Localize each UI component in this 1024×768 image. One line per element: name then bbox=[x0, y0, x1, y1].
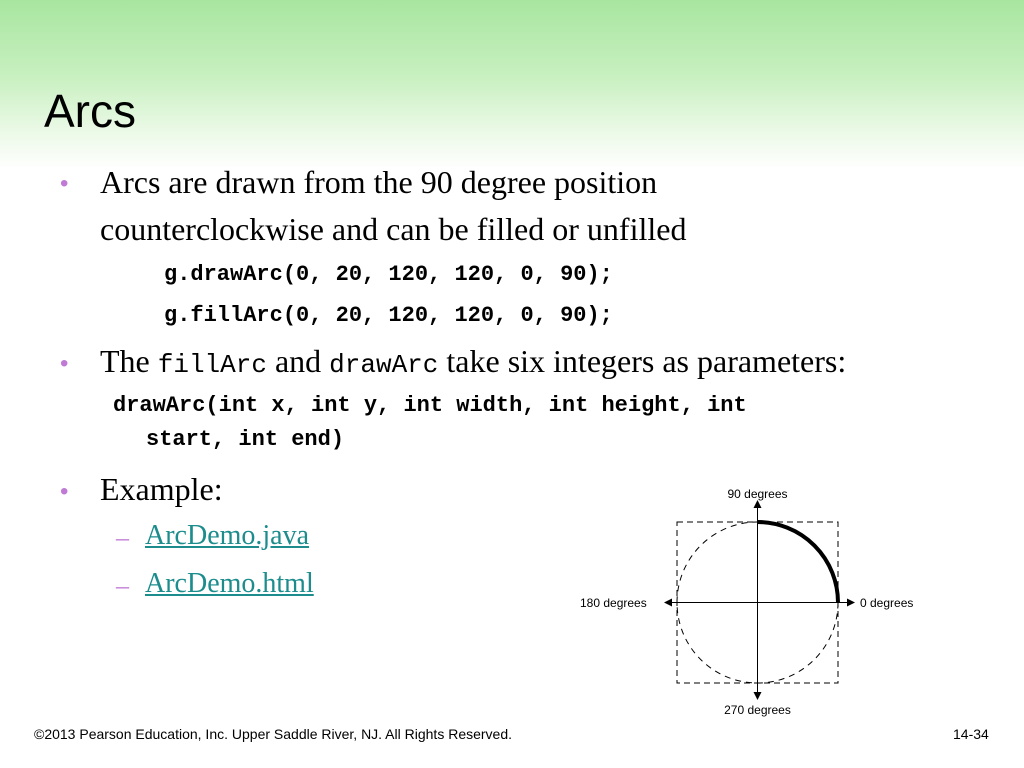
bullet-marker: • bbox=[60, 350, 69, 377]
link-arcdemo-html[interactable]: ArcDemo.html bbox=[145, 568, 314, 599]
inline-code-fillarc: fillArc bbox=[157, 350, 267, 380]
bullet-marker: • bbox=[60, 478, 69, 505]
bullet2-suffix: take six integers as parameters: bbox=[446, 343, 847, 379]
code-fillarc-example: g.fillArc(0, 20, 120, 120, 0, 90); bbox=[164, 303, 613, 328]
label-0-degrees: 0 degrees bbox=[860, 596, 914, 610]
page-number: 14-34 bbox=[953, 726, 989, 742]
copyright-footer: ©2013 Pearson Education, Inc. Upper Saddle River, NJ. All Rights Reserved. bbox=[34, 726, 513, 742]
signature-line1: drawArc(int x, int y, int width, int height, int bbox=[113, 393, 747, 418]
bullet-marker: • bbox=[60, 170, 69, 197]
label-180-degrees: 180 degrees bbox=[580, 596, 647, 610]
slide-title: Arcs bbox=[44, 85, 136, 137]
bullet3-label: Example: bbox=[100, 471, 223, 507]
header-band bbox=[0, 0, 1024, 170]
drawn-arc bbox=[758, 522, 839, 603]
dash-marker: – bbox=[116, 571, 129, 600]
bullet1-line1: Arcs are drawn from the 90 degree position bbox=[100, 164, 658, 200]
bullet2-text bbox=[100, 339, 846, 387]
code-drawarc-example: g.drawArc(0, 20, 120, 120, 0, 90); bbox=[164, 262, 613, 287]
bullet1-line2: counterclockwise and can be filled or unfilled bbox=[100, 211, 687, 247]
inline-code-drawarc: drawArc bbox=[329, 350, 439, 380]
dash-marker: – bbox=[116, 523, 129, 552]
bullet2-mid: and bbox=[274, 343, 322, 379]
label-270-degrees: 270 degrees bbox=[724, 703, 791, 717]
signature-line2: start, int end) bbox=[146, 427, 345, 452]
link-arcdemo-java[interactable]: ArcDemo.java bbox=[145, 520, 310, 551]
arc-angle-diagram bbox=[570, 480, 940, 725]
bullet2-prefix: The bbox=[100, 343, 150, 379]
label-90-degrees: 90 degrees bbox=[727, 487, 788, 501]
